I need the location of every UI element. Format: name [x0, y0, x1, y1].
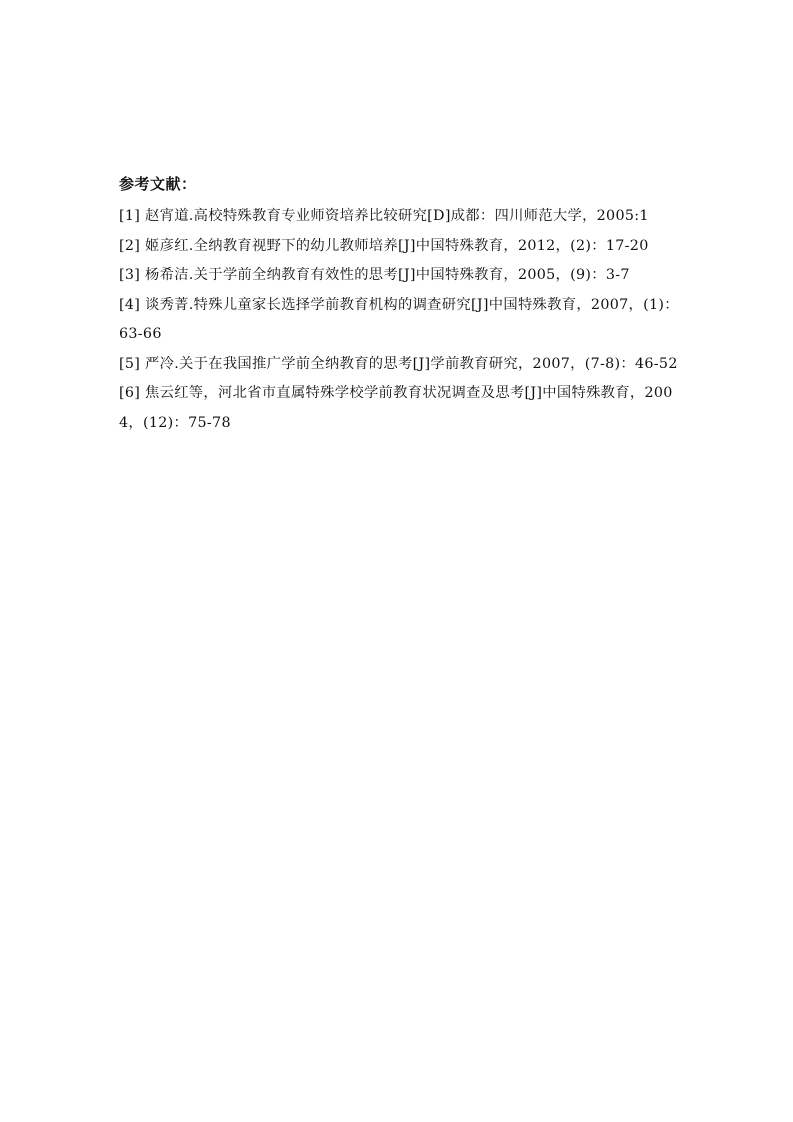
references-heading: 参考文献： — [119, 175, 197, 193]
reference-item-2: [2] 姬彦红.全纳教育视野下的幼儿教师培养[J]中国特殊教育，2012，(2)：17-20 — [119, 237, 649, 254]
references-section — [119, 173, 681, 438]
reference-item-6: [6] 焦云红等，河北省市直属特殊学校学前教育状况调查及思考[J]中国特殊教育，2004，(12)：75-78 — [119, 385, 673, 431]
reference-item-3: [3] 杨希洁.关于学前全纳教育有效性的思考[J]中国特殊教育，2005，(9)：3-7 — [119, 267, 630, 283]
reference-item-1: [1] 赵宵道.高校特殊教育专业师资培养比较研究[D]成都：四川师范大学，2005:1 — [119, 208, 649, 224]
reference-item-5: [5] 严冷.关于在我国推广学前全纳教育的思考[J]学前教育研究，2007，(7-8)：46-52 — [119, 355, 678, 372]
reference-item-4: [4] 谈秀菁.特殊儿童家长选择学前教育机构的调查研究[J]中国特殊教育，2007，(1)：63-66 — [119, 296, 679, 342]
reference-list — [119, 202, 681, 438]
